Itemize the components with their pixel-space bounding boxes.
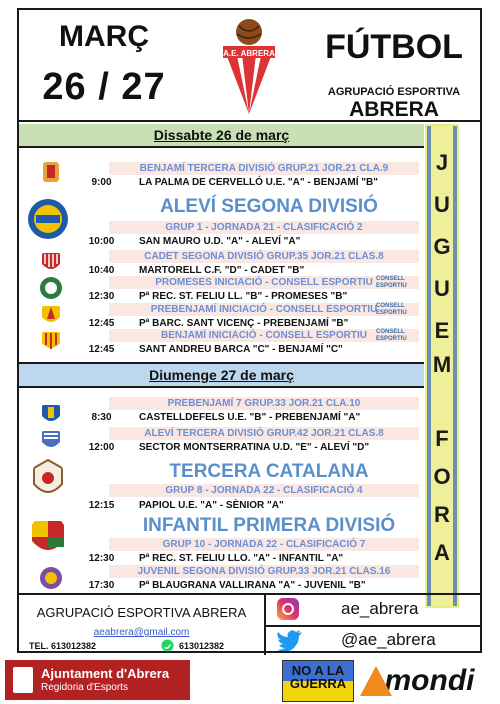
match-row [19,235,424,249]
day1-header: Dissabte 26 de març [19,124,424,146]
match-row [19,343,424,357]
league-label: GRUP 10 - JORNADA 22 - CLASIFICACIÓ 7 [109,538,419,551]
banner-letter: G [433,234,451,259]
match-time: 10:00 [88,236,115,247]
mondi-logo: mondi [362,664,497,700]
match-teams: LA PALMA DE CERVELLÓ U.E. "A" - BENJAMÍ "B" [139,177,378,188]
league-label: GRUP 1 - JORNADA 21 - CLASIFICACIÓ 2 [109,221,419,234]
club-name-line2: ABRERA [349,98,439,121]
no-guerra-banner: NO A LA GUERRA [282,660,354,702]
league-label: ALEVÍ TERCERA DIVISIÓ GRUP.42 JOR.21 CLAS.8 [109,427,419,440]
vertical-banner [425,124,459,608]
match-time: 12:30 [88,553,115,564]
league-label: JUVENIL SEGONA DIVISIÓ GRUP.33 JOR.21 CLAS.16 [109,565,419,578]
instagram-icon [277,598,299,620]
instagram-handle[interactable]: ae_abrera [341,599,419,618]
match-teams: Pª BLAUGRANA VALLIRANA "A" - JUVENIL "B" [139,580,366,591]
whatsapp-number: 613012382 [179,641,225,651]
match-row [19,441,424,455]
match-time: 12:45 [88,318,115,329]
match-time: 12:00 [88,442,115,453]
match-teams: SANT ANDREU BARCA "C" - BENJAMÍ "C" [139,344,343,355]
banner-letter: U [434,276,450,301]
match-row [19,579,424,593]
match-time: 12:30 [88,291,115,302]
league-label: BENJAMÍ TERCERA DIVISIÓ GRUP.21 JOR.21 CLA.9 [109,162,419,175]
match-row [19,499,424,513]
match-teams: SAN MAURO U.D. "A" - ALEVÍ "A" [139,236,301,247]
footer [19,593,480,653]
league-label: GRUP 8 - JORNADA 22 - CLASIFICACIÓ 4 [109,484,419,497]
banner-letter: E [434,318,450,343]
banner-letter: J [435,150,449,175]
divider [19,386,424,388]
club-crest-icon [219,16,279,116]
divider [19,146,424,148]
banner-letter: F [435,426,449,451]
match-time: 12:45 [88,344,115,355]
category-title: TERCERA CATALANA [169,461,369,482]
sport-title: FÚTBOL [325,28,463,66]
email-link[interactable]: aeabrera@gmail.com [93,627,190,638]
match-time: 17:30 [88,580,115,591]
banner-letter: U [434,192,450,217]
club-name-line1: AGRUPACIÓ ESPORTIVA [327,86,461,98]
banner-letter: M [432,352,452,377]
match-row [19,290,424,304]
consell-label: CONSELL ESPORTIU [376,329,407,342]
match-teams: Pª REC. ST. FELIU LLO. "A" - INFANTIL "A" [139,553,344,564]
match-teams: CASTELLDEFELS U.E. "B" - PREBENJAMÍ "A" [139,412,361,423]
ajuntament-name: Ajuntament d'Abrera [41,666,170,681]
banner-letter: O [433,464,451,489]
team-badge-icon [31,458,65,500]
match-row [19,552,424,566]
match-row [19,411,424,425]
twitter-icon [277,629,303,651]
ajuntament-logo [5,660,190,700]
dates-label: 26 / 27 [42,66,166,108]
footer-club-name: AGRUPACIÓ ESPORTIVA ABRERA [36,605,247,620]
ajuntament-dept: Regidoria d'Esports [41,682,128,693]
match-time: 12:15 [88,500,115,511]
town-crest-icon [13,667,33,693]
league-label: CADET SEGONA DIVISIÓ GRUP.35 JOR.21 CLAS.8 [109,250,419,263]
category-title: INFANTIL PRIMERA DIVISIÓ [142,515,396,536]
banner-letter: R [434,502,450,527]
match-row [19,176,424,190]
sponsors-bar [0,660,500,704]
phone-number: TEL. 613012382 [29,641,97,651]
poster-frame [17,8,482,653]
day2-header: Diumenge 27 de març [19,364,424,386]
league-label: BENJAMÍ INICIACIÓ - CONSELL ESPORTIU [109,329,419,342]
consell-label: CONSELL ESPORTIU [376,303,407,316]
header [19,10,480,122]
whatsapp-icon [161,639,174,652]
match-teams: MARTORELL C.F. "D" - CADET "B" [139,265,305,276]
category-title: ALEVÍ SEGONA DIVISIÓ [160,196,378,217]
match-time: 8:30 [91,412,112,423]
footer-divider [266,625,480,627]
league-label: PREBENJAMÍ INICIACIÓ - CONSELL ESPORTIU [109,303,419,316]
consell-label: CONSELL ESPORTIU [376,276,407,289]
team-badge-icon [27,198,69,240]
crest-text: A.E. ABRERA [223,49,275,58]
league-label: PROMESES INICIACIÓ - CONSELL ESPORTIU [109,276,419,289]
league-label: PREBENJAMÍ 7 GRUP.33 JOR.21 CLA.10 [109,397,419,410]
match-teams: SECTOR MONTSERRATINA U.D. "E" - ALEVÍ "D" [139,442,370,453]
match-teams: PAPIOL U.E. "A" - SÈNIOR "A" [139,500,284,511]
match-teams: Pª REC. ST. FELIU LL. "B" - PROMESES "B" [139,291,348,302]
match-teams: Pª BARC. SANT VICENÇ - PREBENJAMÍ "B" [139,318,349,329]
match-time: 9:00 [91,177,112,188]
banner-letter: A [434,540,450,565]
twitter-handle[interactable]: @ae_abrera [341,630,436,649]
match-time: 10:40 [88,265,115,276]
month-label: MARÇ [59,20,149,53]
